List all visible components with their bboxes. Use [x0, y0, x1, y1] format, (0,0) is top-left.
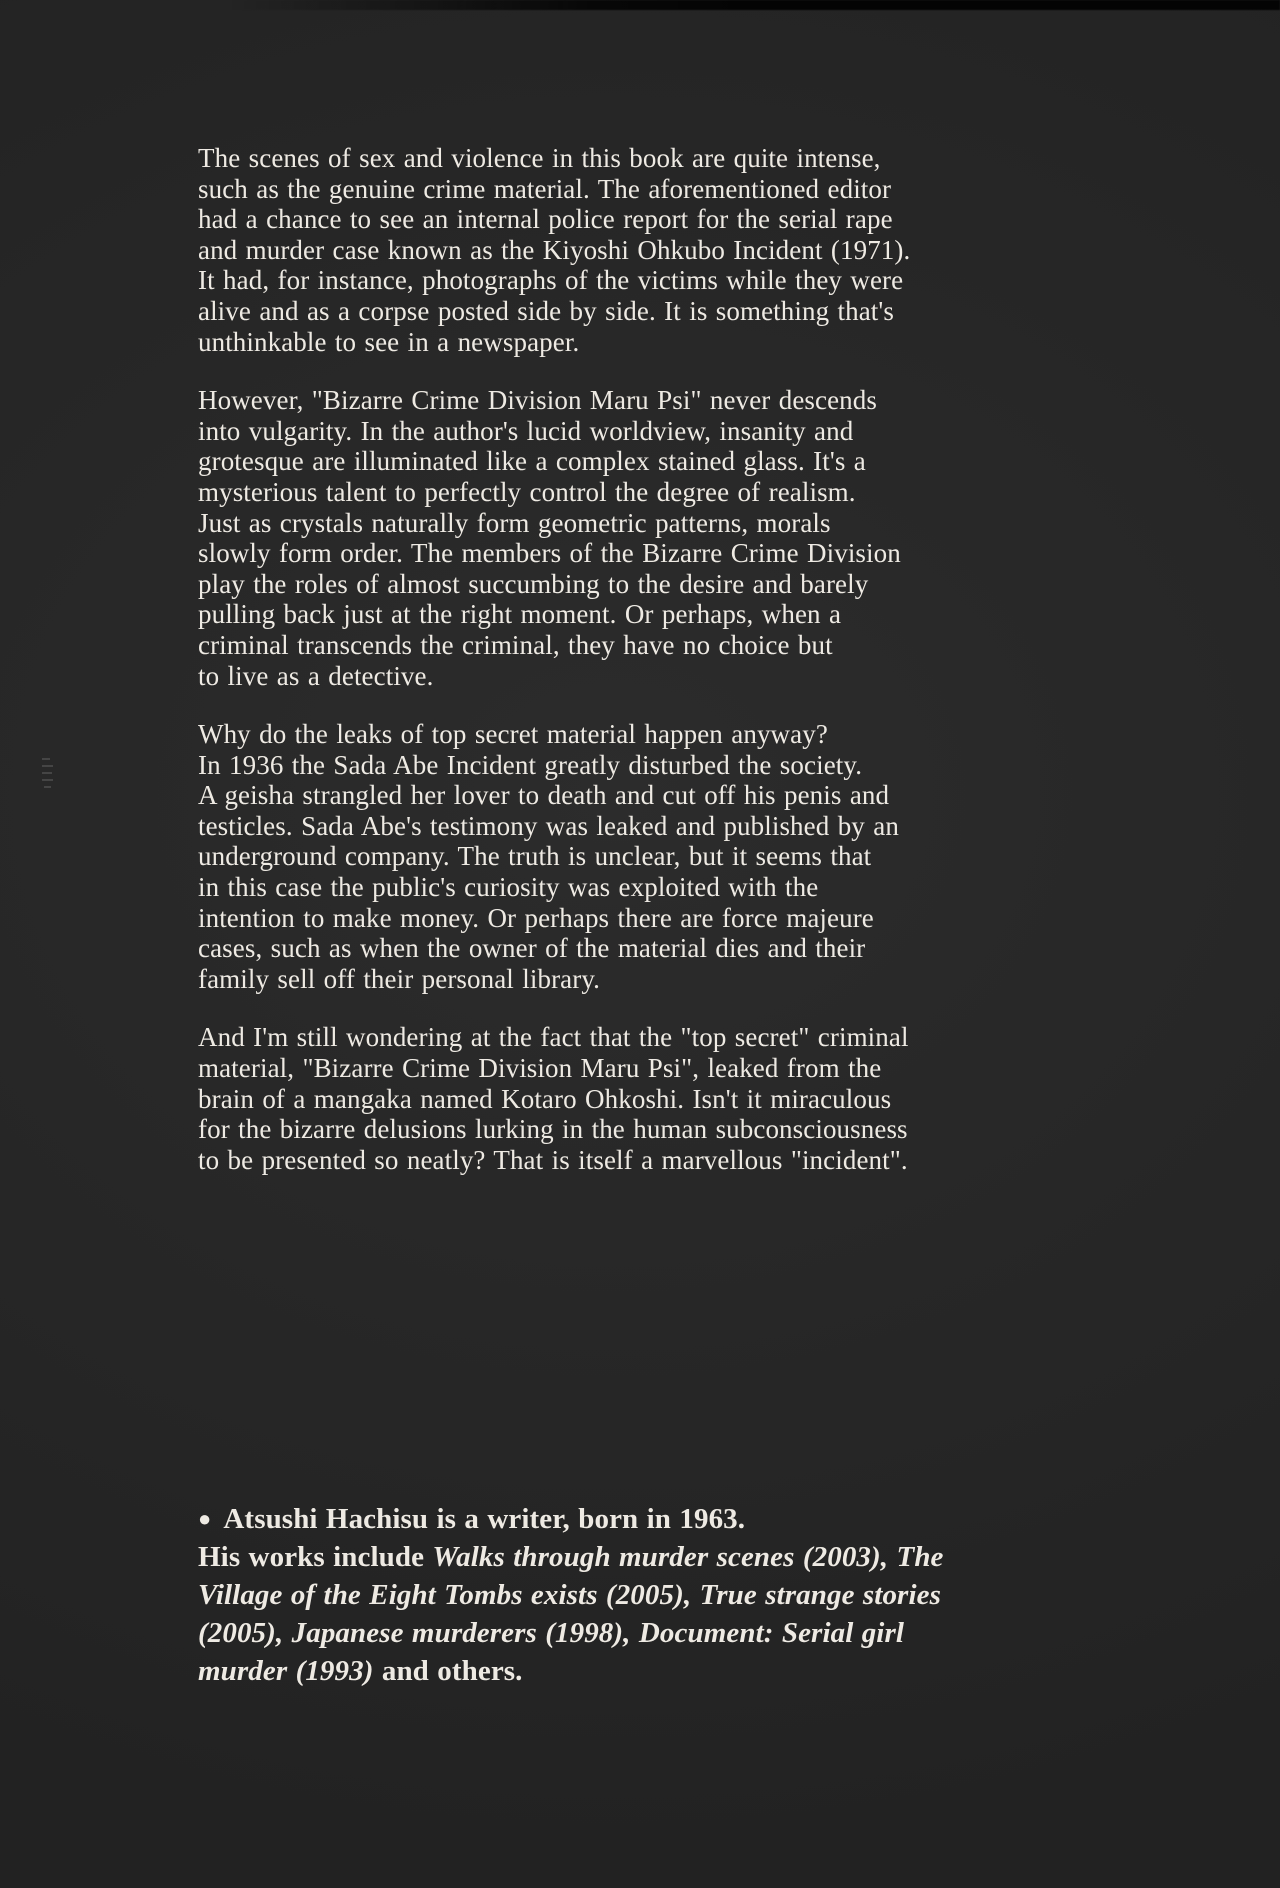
- essay-line: pulling back just at the right moment. Or perhaps, when a: [198, 599, 842, 630]
- bio-line: [198, 1576, 1098, 1614]
- essay-line: testicles. Sada Abe's testimony was leaked and published by an: [198, 810, 899, 841]
- bio-heading: [198, 1500, 1098, 1538]
- bio-work-title: Japanese murderers (1998),: [291, 1617, 631, 1649]
- bio-text: [691, 1579, 699, 1611]
- bio-text: and others.: [373, 1655, 523, 1687]
- essay-line: However, "Bizarre Crime Division Maru Psi" never descends: [198, 385, 877, 416]
- essay-line: such as the genuine crime material. The aforementioned editor: [198, 173, 892, 204]
- essay-line: criminal transcends the criminal, they have no choice but: [198, 629, 833, 660]
- essay-line: In 1936 the Sada Abe Incident greatly disturbed the society.: [198, 749, 863, 780]
- essay-line: play the roles of almost succumbing to the desire and barely: [198, 568, 869, 599]
- bio-heading-text: Atsushi Hachisu is a writer, born in 1963.: [223, 1503, 746, 1535]
- essay-line: It had, for instance, photographs of the victims while they were: [198, 265, 904, 296]
- essay-line: intention to make money. Or perhaps there are force majeure: [198, 902, 874, 933]
- edge-dash: [42, 779, 53, 781]
- essay-line: And I'm still wondering at the fact that the "top secret" criminal: [198, 1022, 909, 1053]
- essay-line: brain of a mangaka named Kotaro Ohkoshi. Isn't it miraculous: [198, 1083, 892, 1114]
- essay-line: A geisha strangled her lover to death and cut off his penis and: [198, 780, 890, 811]
- essay-line: to be presented so neatly? That is itself a marvellous "incident".: [198, 1144, 908, 1175]
- afterword-essay: [198, 143, 1058, 1203]
- bio-text: [631, 1617, 639, 1649]
- essay-line: cases, such as when the owner of the material dies and their: [198, 933, 866, 964]
- essay-line: material, "Bizarre Crime Division Maru Psi", leaked from the: [198, 1053, 882, 1084]
- bio-work-title: murder (1993): [198, 1655, 374, 1687]
- bullet-icon: ●: [198, 1506, 212, 1531]
- essay-paragraph: [198, 143, 1058, 357]
- bio-line: [198, 1614, 1098, 1652]
- bio-work-title: The: [896, 1541, 944, 1573]
- essay-line: slowly form order. The members of the Bizarre Crime Division: [198, 538, 901, 569]
- essay-line: Why do the leaks of top secret material happen anyway?: [198, 719, 828, 750]
- essay-line: mysterious talent to perfectly control the degree of realism.: [198, 476, 856, 507]
- page-edge-marks: [42, 758, 54, 793]
- essay-line: into vulgarity. In the author's lucid worldview, insanity and: [198, 415, 854, 446]
- bio-text: His works include: [198, 1541, 433, 1573]
- essay-line: underground company. The truth is unclear, but it seems that: [198, 841, 872, 872]
- scan-edge-shadow: [0, 0, 1280, 10]
- bio-work-title: True strange stories: [699, 1579, 941, 1611]
- essay-line: and murder case known as the Kiyoshi Ohkubo Incident (1971).: [198, 234, 911, 265]
- essay-line: grotesque are illuminated like a complex stained glass. It's a: [198, 446, 866, 477]
- essay-line: alive and as a corpse posted side by side. It is something that's: [198, 295, 894, 326]
- bio-text: [888, 1541, 896, 1573]
- bio-body: [198, 1538, 1098, 1690]
- bio-work-title: Village of the Eight Tombs exists (2005),: [198, 1579, 692, 1611]
- essay-line: had a chance to see an internal police report for the serial rape: [198, 204, 893, 235]
- edge-dash: [44, 786, 51, 788]
- essay-line: in this case the public's curiosity was exploited with the: [198, 872, 819, 903]
- bio-work-title: Walks through murder scenes (2003),: [432, 1541, 889, 1573]
- bio-text: [283, 1617, 291, 1649]
- essay-line: family sell off their personal library.: [198, 963, 601, 994]
- edge-dash: [42, 758, 50, 760]
- bio-work-title: Document: Serial girl: [638, 1617, 905, 1649]
- bio-work-title: (2005),: [198, 1617, 284, 1649]
- essay-paragraph: [198, 385, 1058, 691]
- essay-line: Just as crystals naturally form geometric patterns, morals: [198, 507, 831, 538]
- author-bio: [198, 1500, 1098, 1690]
- essay-line: for the bizarre delusions lurking in the human subconsciousness: [198, 1114, 908, 1145]
- essay-line: The scenes of sex and violence in this book are quite intense,: [198, 143, 881, 173]
- bio-line: [198, 1652, 1098, 1690]
- bio-line: [198, 1538, 1098, 1576]
- edge-dash: [42, 765, 53, 767]
- essay-paragraph: [198, 719, 1058, 994]
- essay-line: unthinkable to see in a newspaper.: [198, 326, 580, 357]
- essay-paragraph: [198, 1022, 1058, 1175]
- essay-line: to live as a detective.: [198, 660, 434, 691]
- edge-dash: [42, 772, 52, 774]
